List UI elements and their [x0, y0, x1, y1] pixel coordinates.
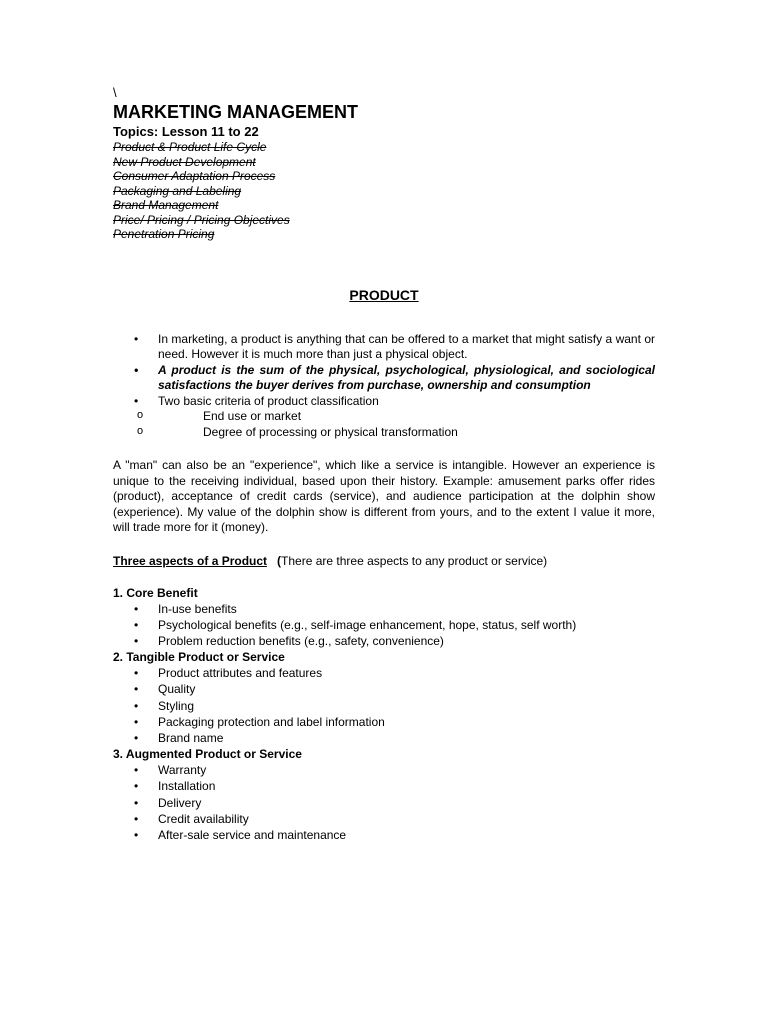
- augmented-heading: 3. Augmented Product or Service: [113, 747, 302, 762]
- product-bullet-list: [113, 332, 655, 410]
- product-definition: • A product is the sum of the physical, psychological, physiological, and sociological satisfactions the buyer derives from purchase, ownership and consumption: [113, 363, 655, 394]
- sub-list-text: End use or market: [203, 409, 302, 423]
- aspects-note: There are three aspects to any product or service): [281, 553, 548, 568]
- sub-list-item: [113, 409, 655, 425]
- document-title: MARKETING MANAGEMENT: [113, 102, 358, 122]
- struck-topic: Brand Management: [113, 198, 219, 212]
- list-item: • Delivery: [113, 795, 655, 811]
- struck-topic: Packaging and Labeling: [113, 183, 242, 198]
- list-item: • Problem reduction benefits (e.g., safety, convenience): [113, 633, 655, 649]
- classification-sublist: [113, 409, 655, 440]
- section-title: PRODUCT: [349, 286, 419, 303]
- list-item: • Styling: [113, 698, 655, 714]
- list-item: • In marketing, a product is anything that can be offered to a market that might satisfy a want or need. However it is much more than just a physical object.: [113, 332, 655, 363]
- list-item: • In-use benefits: [113, 601, 655, 617]
- list-item: • After-sale service and maintenance: [113, 827, 655, 843]
- core-benefit-heading: 1. Core Benefit: [113, 585, 198, 600]
- struck-topic-list: [113, 140, 655, 242]
- sub-list-item: [113, 425, 655, 441]
- list-item: • Two basic criteria of product classification: [113, 394, 655, 410]
- aspects-heading: Three aspects of a Product: [113, 553, 268, 568]
- stray-backslash: \: [113, 85, 117, 100]
- list-item: • Quality: [113, 681, 655, 697]
- document-body: [113, 86, 655, 843]
- list-item: • Product attributes and features: [113, 665, 655, 681]
- struck-topic: Penetration Pricing: [113, 227, 215, 241]
- augmented-list: [113, 762, 655, 843]
- struck-topic: Product & Product Life Cycle: [113, 140, 267, 154]
- experience-paragraph: A "man" can also be an "experience", which like a service is intangible. However an experience is unique to the receiving individual, based upon their history. Example: amusement parks offer rides (product), acceptance of credit cards (service), and audience participation at the dolphin show (experience). My value of the dolphin show is different from yours, and to the extent I value it more, will trade more for it (money).: [113, 458, 655, 534]
- sub-list-text: Degree of processing or physical transformation: [203, 424, 458, 439]
- list-item: • Warranty: [113, 762, 655, 778]
- list-item: • Credit availability: [113, 811, 655, 827]
- tangible-list: [113, 665, 655, 746]
- topics-line: Topics: Lesson 11 to 22: [113, 124, 259, 139]
- list-item: • Packaging protection and label information: [113, 714, 655, 730]
- list-item: • Psychological benefits (e.g., self-image enhancement, hope, status, self worth): [113, 617, 655, 633]
- struck-topic: Consumer Adaptation Process: [113, 169, 276, 183]
- struck-topic: New Product Development: [113, 154, 256, 169]
- tangible-heading: 2. Tangible Product or Service: [113, 650, 285, 665]
- list-item: • Brand name: [113, 730, 655, 746]
- struck-topic: Price/ Pricing / Pricing Objectives: [113, 212, 290, 227]
- aspects-paren: (: [277, 553, 282, 568]
- aspects-heading-line: [113, 553, 655, 569]
- list-item: • Installation: [113, 778, 655, 794]
- core-benefit-list: [113, 601, 655, 650]
